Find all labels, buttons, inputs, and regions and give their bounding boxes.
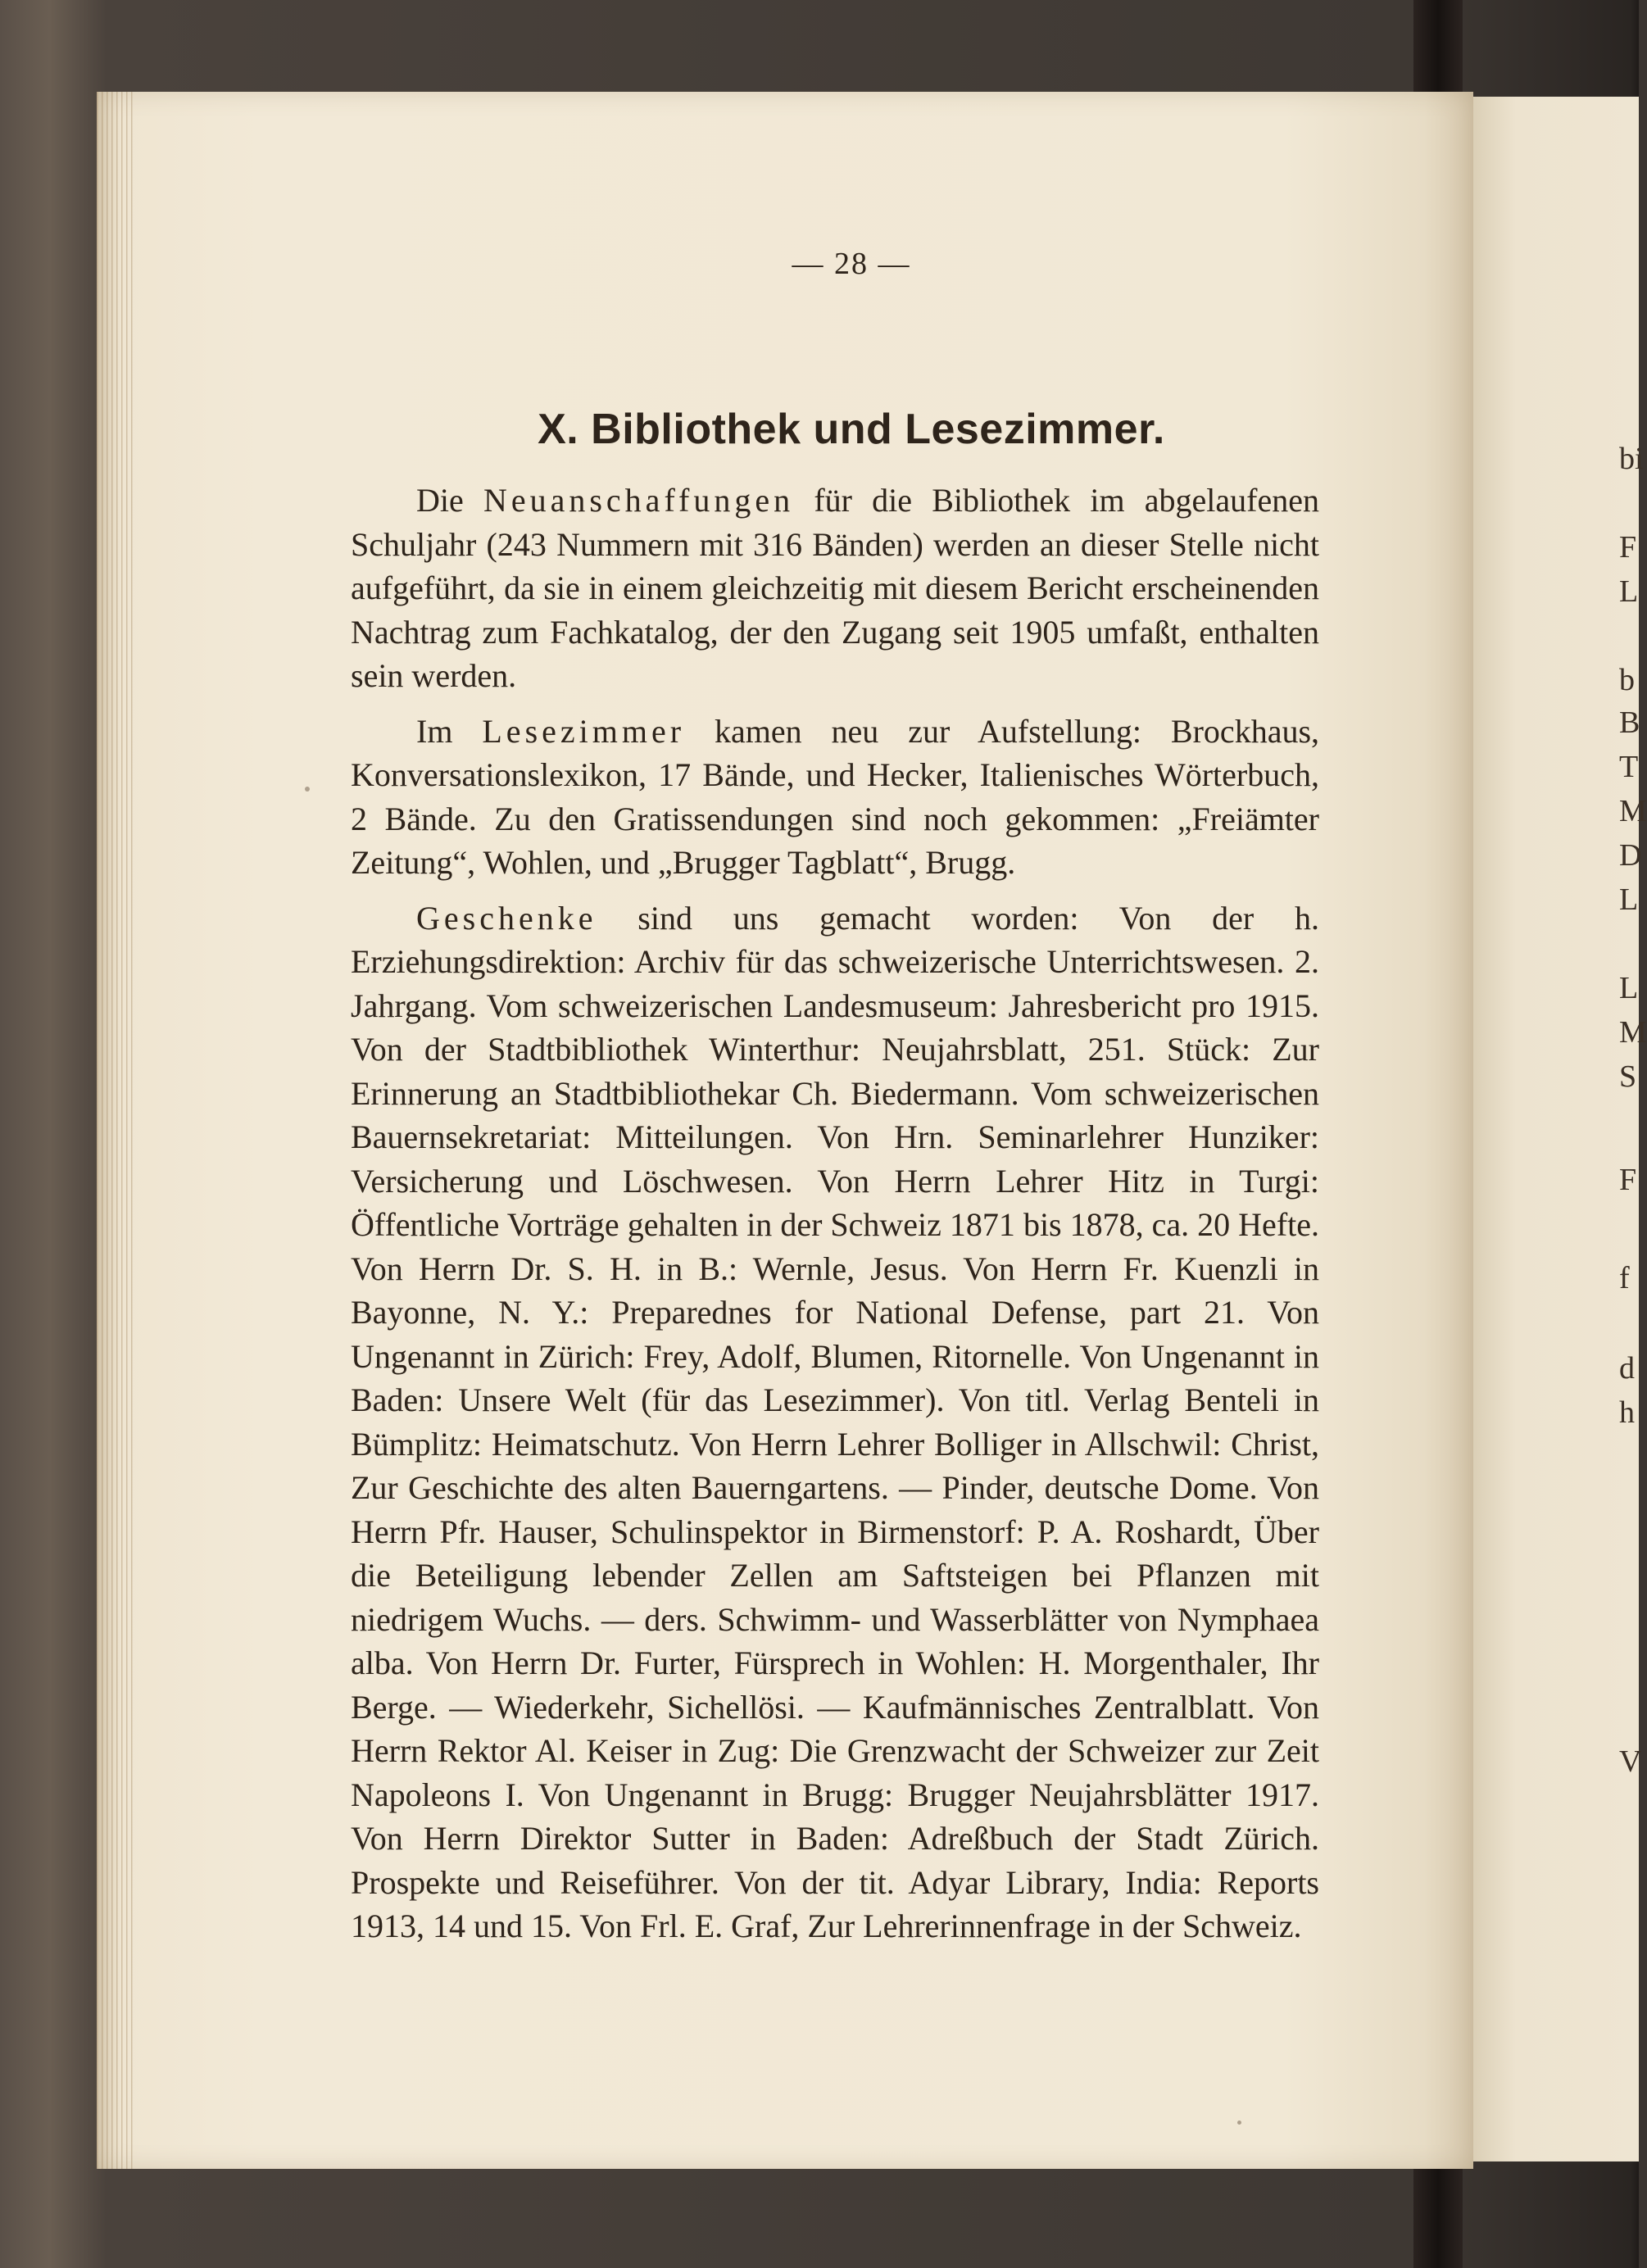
paragraph-neuanschaffungen [351,479,1319,698]
adjacent-page-fragment: h [1619,1395,1635,1430]
adjacent-page-fragment: B [1619,705,1640,740]
adjacent-page [1467,97,1647,2161]
adjacent-page-fragment: M [1619,794,1647,828]
spaced-keyword: Neuanschaffungen [483,482,795,519]
paper-speck [1237,2121,1241,2125]
paragraph-lead: Die [416,482,483,519]
paragraph-lead: Im [416,712,483,750]
adjacent-page-fragment: b [1619,663,1635,697]
spaced-keyword: Geschenke [416,899,597,937]
adjacent-page-fragment: D [1619,838,1642,873]
adjacent-page-fragment: L [1619,574,1639,609]
page-edge-stack [97,92,136,2169]
adjacent-page-fragment: F [1619,1163,1637,1197]
adjacent-page-fragment: d [1619,1351,1635,1386]
adjacent-page-fragment: M [1619,1015,1647,1050]
adjacent-page-fragment: S [1619,1059,1637,1094]
paragraph-text: sind uns gemacht worden: Von der h. Erziehungsdirektion: Archiv für das schweizerische Unterrichtswesen. 2. Jahrgang. Vom schweizerischen Landesmuseum: Jahresbericht pro 1915. Von der Stadtbibliothek Winterthur: Neujahrsblatt, 251. Stück: Zur Erinnerung an Stadtbibliothekar Ch. Biedermann. Vom schweizerischen Bauernsekretariat: Mitteilungen. Von Hrn. Seminarlehrer Hunziker: Versicherung und Löschwesen. Von Herrn Lehrer Hitz in Turgi: Öffentliche Vorträge gehalten in der Schweiz 1871 bis 1878, ca. 20 Hefte. Von Herrn Dr. S. H. in B.: Wernle, Jesus. Von Herrn Fr. Kuenzli in Bayonne, N. Y.: Preparednes for National Defense, part 21. Von Ungenannt in Zürich: Frey, Adolf, Blumen, Ritornelle. Von Ungenannt in Baden: Unsere Welt (für das Lesezimmer). Von titl. Verlag Benteli in Bümplitz: Heimatschutz. Von Herrn Lehrer Bolliger in Allschwil: Christ, Zur Geschichte des alten Bauerngartens. — Pinder, deutsche Dome. Von Herrn Pfr. Hauser, Schulinspektor in Birmenstorf: P. A. Roshardt, Über die Beteiligung lebender Zellen am Saftsteigen bei Pflanzen mit niedrigem Wuchs. — ders. Schwimm- und Wasserblätter von Nymphaea alba. Von Herrn Dr. Furter, Fürsprech in Wohlen: H. Morgenthaler, Ihr Berge. — Wiederkehr, Sichellösi. — Kaufmännisches Zentralblatt. Von Herrn Rektor Al. Keiser in Zug: Die Grenzwacht der Schweizer zur Zeit Napoleons I. Von Ungenannt in Brugg: Brugger Neujahrsblätter 1917. Von Herrn Direktor Sutter in Baden: Adreßbuch der Stadt Zürich. Prospekte und Reiseführer. Von der tit. Adyar Library, India: Reports 1913, 14 und 15. Von Frl. E. Graf, Zur Lehrerinnenfrage in der Schweiz. [351,899,1319,1944]
paragraph-text: für die Bibliothek im abgelaufenen Schuljahr (243 Nummern mit 316 Bänden) werden an dieser Stelle nicht aufgeführt, da sie in einem gleichzeitig mit diesem Bericht erscheinenden Nachtrag zum Fachkatalog, der den Zugang seit 1905 umfaßt, enthalten sein werden. [351,482,1319,694]
adjacent-page-fragment: F [1619,530,1637,565]
adjacent-page-fragment: T [1619,750,1639,784]
page-content [351,246,1319,1960]
adjacent-page-fragment: bi [1619,442,1644,476]
adjacent-page-fragment: V [1619,1744,1642,1779]
paper-speck [305,787,310,792]
paragraph-lesezimmer [351,710,1319,885]
adjacent-page-fragment: f [1619,1261,1630,1295]
paragraph-text: kamen neu zur Aufstellung: Brockhaus, Konversationslexikon, 17 Bände, und Hecker, Italienisches Wörterbuch, 2 Bände. Zu den Gratissendungen sind noch gekommen: „Freiämter Zeitung“, Wohlen, und „Brugger Tagblatt“, Brugg. [351,712,1320,881]
adjacent-page-fragment: L [1619,971,1639,1005]
adjacent-page-fragment: L [1619,882,1639,917]
section-heading: X. Bibliothek und Lesezimmer. [538,406,1165,453]
page-number: — 28 — [792,247,911,281]
paragraph-geschenke [351,896,1319,1948]
spaced-keyword: Lesezimmer [482,712,686,750]
